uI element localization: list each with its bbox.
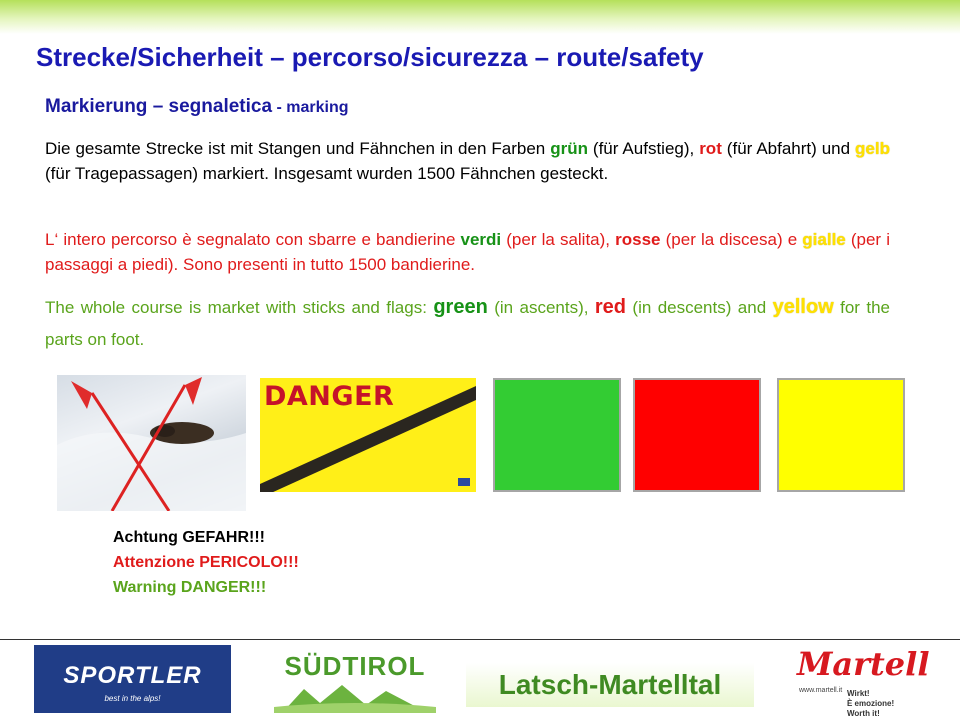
suedtirol-wordmark: SÜDTIROL	[284, 651, 426, 681]
red-flag-swatch	[633, 378, 761, 492]
paragraph-text: (in descents) and	[626, 298, 773, 317]
subtitle-main: Markierung – segnaletica	[45, 96, 273, 117]
sportler-logo	[34, 645, 231, 713]
suedtirol-mountain-graphic	[274, 683, 436, 713]
color-word-yellow: yellow	[772, 296, 834, 318]
warning-german: Achtung GEFAHR!!!	[113, 529, 265, 546]
paragraph-text: (für Abfahrt) und	[721, 139, 856, 158]
crossed-flags-illustration	[57, 375, 246, 511]
crossed-flags-photo	[57, 375, 246, 511]
section-subtitle	[45, 96, 349, 118]
color-word-yellow: gialle	[802, 230, 846, 249]
color-word-green: grün	[550, 139, 588, 158]
paragraph-english	[45, 291, 890, 356]
color-word-red: rosse	[615, 230, 661, 249]
paragraph-text: (per i passaggi a piedi). Sono presenti in tutto 1500 bandierine.	[45, 230, 890, 274]
martell-wordmark: Martell	[797, 645, 930, 683]
danger-sign	[260, 378, 476, 492]
sportler-tagline: best in the alps!	[104, 694, 161, 703]
color-word-green: green	[433, 296, 488, 318]
green-flag-swatch	[493, 378, 621, 492]
martell-url: www.martell.it	[799, 687, 843, 694]
sportler-wordmark: SPORTLER	[63, 662, 202, 689]
color-word-green: verdi	[460, 230, 502, 249]
warning-italian: Attenzione PERICOLO!!!	[113, 554, 299, 571]
paragraph-text: (per la discesa) e	[660, 230, 803, 249]
color-word-red: red	[594, 296, 626, 318]
warning-english: Warning DANGER!!!	[113, 579, 267, 596]
paragraph-text: (für Tragepassagen) markiert. Insgesamt wurden 1500 Fähnchen gesteckt.	[45, 164, 609, 183]
paragraph-text: (per la salita),	[501, 230, 616, 249]
paragraph-text: (in ascents),	[487, 298, 595, 317]
color-word-red: rot	[699, 139, 722, 158]
latsch-martelltal-logo: Latsch-Martelltal	[466, 663, 754, 707]
paragraph-text: (für Aufstieg),	[587, 139, 700, 158]
danger-word: DANGER	[264, 381, 395, 412]
subtitle-marking: - marking	[272, 99, 349, 116]
suedtirol-logo	[274, 645, 436, 713]
paragraph-german	[45, 136, 890, 186]
yellow-flag-swatch	[777, 378, 905, 492]
martell-slogan: Wirkt! È emozione! Worth it!	[847, 689, 895, 718]
footer-divider	[0, 639, 960, 640]
paragraph-text: L‘ intero percorso è segnalato con sbarre e bandierine	[45, 230, 461, 249]
header-gradient-bar	[0, 0, 960, 34]
slide-title: Strecke/Sicherheit – percorso/sicurezza – route/safety	[36, 42, 704, 72]
paragraph-text: for the parts on foot.	[45, 298, 890, 349]
paragraph-text: Die gesamte Strecke ist mit Stangen und Fähnchen in den Farben	[45, 139, 551, 158]
color-word-yellow: gelb	[855, 139, 890, 158]
martell-logo	[795, 645, 930, 718]
paragraph-italian	[45, 227, 890, 277]
paragraph-text: The whole course is market with sticks and flags:	[45, 298, 434, 317]
